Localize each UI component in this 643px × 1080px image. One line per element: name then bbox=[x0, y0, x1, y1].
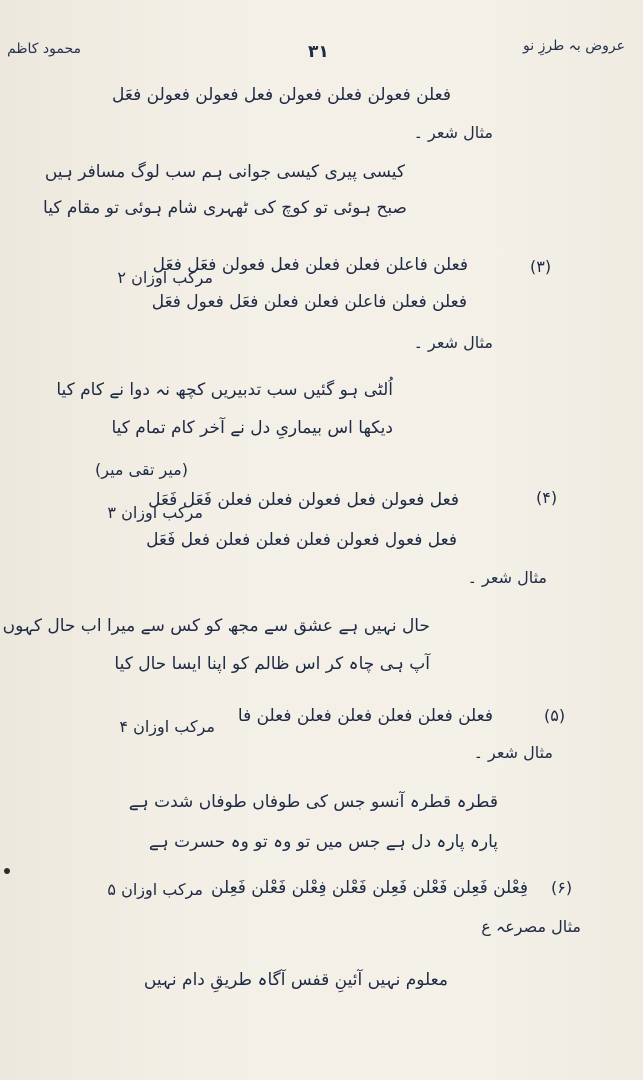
opening-example-label: مثال شعر ۔ bbox=[413, 123, 493, 142]
example-verse: پارہ پارہ دل ہے جس میں تو وہ تو وہ حسرت ہے bbox=[148, 832, 498, 852]
example-verse: آپ ہی چاہ کر اس ظالم کو اپنا ایسا حال کیا bbox=[114, 654, 430, 674]
page-number: ۳۱ bbox=[308, 42, 329, 62]
compound-meter-label: مرکب اوزان ۳ bbox=[107, 503, 203, 522]
compound-meter-label: مرکب اوزان ۵ bbox=[107, 880, 203, 899]
author-name: محمود کاظم bbox=[7, 41, 81, 57]
example-verse: قطرہ قطرہ آنسو جس کی طوفاں طوفاں شدت ہے bbox=[128, 792, 498, 812]
margin-dot bbox=[4, 868, 10, 874]
opening-verse-2: صبح ہوئی تو کوچ کی ٹھہری شام ہوئی تو مقام کیا bbox=[43, 198, 407, 218]
example-verse: معلوم نہیں آئینِ قفس آگاہ طریقِ دام نہیں bbox=[143, 970, 448, 990]
section-number: (۳) bbox=[530, 257, 552, 276]
section-number: (۶) bbox=[551, 878, 573, 897]
book-title: عروض بہ طرزِ نو bbox=[523, 38, 625, 54]
example-label: مثال شعر ۔ bbox=[413, 333, 493, 352]
section-number: (۵) bbox=[544, 706, 566, 725]
opening-verse-1: کیسی پیری کیسی جوانی ہم سب لوگ مسافر ہیں bbox=[44, 162, 405, 182]
meter-line: فِعْلن فَعِلن فَعْلن فَعِلن فَعْلن فِعْلن فَعْلن فَعِلن bbox=[211, 878, 528, 898]
example-verse: دیکھا اس بیماریِ دل نے آخر کام تمام کیا bbox=[111, 418, 393, 438]
example-verse: اُلٹی ہو گئیں سب تدبیریں کچھ نہ دوا نے کام کیا bbox=[56, 380, 393, 400]
section-number: (۴) bbox=[536, 488, 558, 507]
meter-line: فعلن فاعلن فعلن فعلن فعل فعولن فعَل فعَل bbox=[152, 255, 468, 275]
example-label: مثال شعر ۔ bbox=[473, 743, 553, 762]
meter-line: فعلن فعلن فعلن فعلن فعلن فعلن فا bbox=[237, 706, 493, 726]
meter-line: فعلن فعلن فاعلن فعلن فعلن فعَل فعول فعَل bbox=[151, 292, 467, 312]
example-label: مثال شعر ۔ bbox=[467, 568, 547, 587]
meter-line: فعل فعول فعولن فعلن فعلن فعلن فعل فَعَل bbox=[146, 530, 457, 550]
opening-meter-line: فعلن فعولن فعلن فعولن فعل فعولن فعولن فعَل bbox=[112, 85, 451, 105]
compound-meter-label: مرکب اوزان ۴ bbox=[119, 717, 215, 736]
example-label: مثال مصرعہ ع bbox=[481, 917, 581, 936]
poet-attribution: (میر تقی میر) bbox=[95, 460, 188, 479]
example-verse: حال نہیں ہے عشق سے مجھ کو کس سے میرا اب حال کہوں bbox=[2, 616, 430, 636]
compound-meter-label: مرکب اوزان ۲ bbox=[117, 268, 213, 287]
meter-line: فعل فعولن فعل فعولن فعلن فعلن فَعَل فَعَل bbox=[148, 490, 459, 510]
